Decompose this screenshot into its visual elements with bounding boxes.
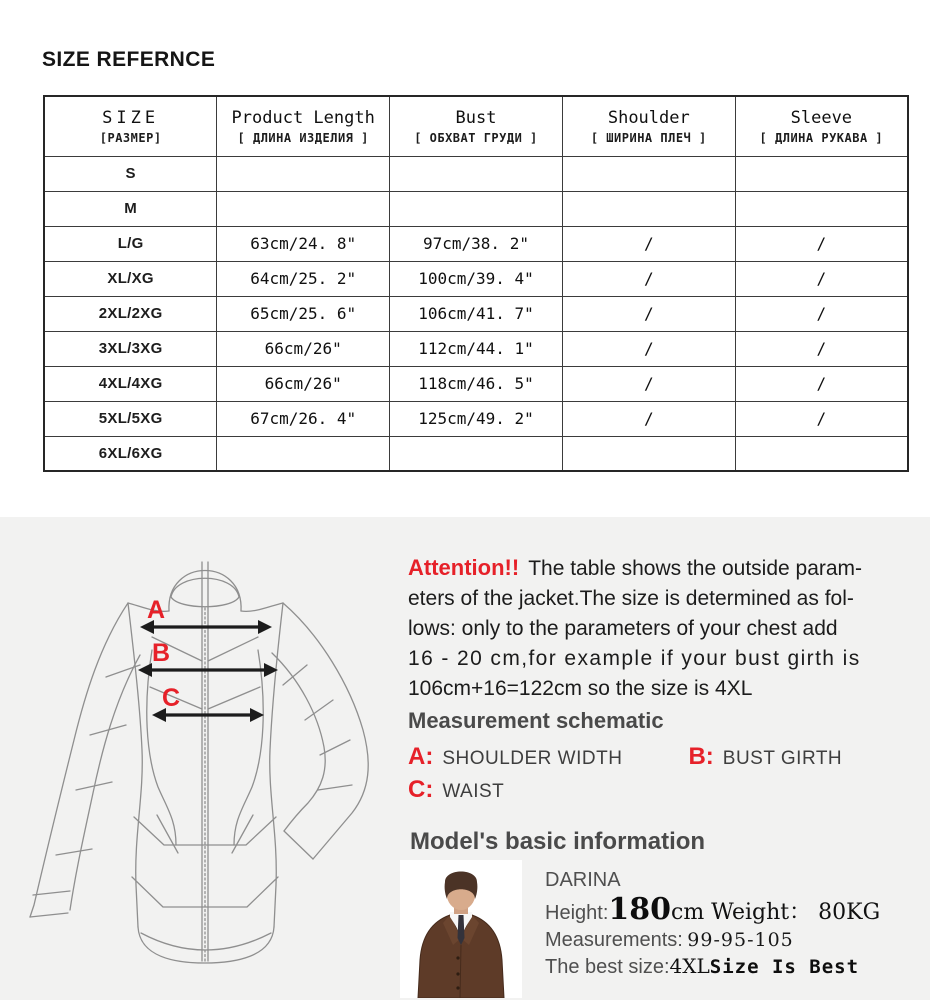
arrow-label-c: C: [162, 684, 181, 712]
model-info-block: [545, 868, 880, 979]
table-row: [44, 191, 908, 226]
shoulder-value: [562, 436, 735, 471]
weight-text: cm Weight： 80KG: [671, 900, 881, 925]
attention-line-4: 16 - 20 cm,for example if your bust girth is: [408, 647, 861, 670]
length-value: 66cm/26": [217, 366, 390, 401]
header-row: [44, 96, 908, 156]
sleeve-value: /: [735, 331, 908, 366]
attention-line-2: eters of the jacket.The size is determined as fol-: [408, 587, 854, 610]
header-bust-ru: [ ОБХВАТ ГРУДИ ]: [414, 130, 538, 145]
legend-label-c: WAIST: [442, 781, 505, 802]
legend-key-c: C:: [408, 776, 434, 803]
size-label: 6XL/6XG: [44, 436, 217, 471]
header-sleeve-en: Sleeve: [790, 107, 853, 128]
model-measurements: [545, 929, 880, 952]
size-table: [43, 95, 909, 472]
sleeve-value: [735, 436, 908, 471]
bust-value: [390, 156, 563, 191]
shoulder-value: /: [562, 261, 735, 296]
shoulder-value: /: [562, 226, 735, 261]
table-row: [44, 436, 908, 471]
attention-line-3: lows: only to the parameters of your chest add: [408, 617, 838, 640]
attention-line-1: [408, 553, 926, 584]
legend-item-a: [408, 743, 622, 771]
size-table-container: [43, 95, 909, 472]
arrow-label-a: A: [147, 596, 166, 624]
best-size-label: The best size:: [545, 956, 670, 978]
column-header-sleeve: [735, 96, 908, 156]
column-header-length: [217, 96, 390, 156]
legend-key-b: B:: [688, 743, 714, 770]
size-label: L/G: [44, 226, 217, 261]
page-title: SIZE REFERNCE: [42, 48, 216, 71]
sleeve-value: [735, 191, 908, 226]
table-row: [44, 156, 908, 191]
sleeve-value: /: [735, 226, 908, 261]
length-value: 67cm/26. 4": [217, 401, 390, 436]
sleeve-value: [735, 156, 908, 191]
bust-value: [390, 191, 563, 226]
model-photo: [400, 860, 522, 998]
table-row: [44, 401, 908, 436]
table-row: [44, 261, 908, 296]
model-portrait-illustration: [400, 860, 522, 998]
legend-key-a: A:: [408, 743, 434, 770]
length-value: 66cm/26": [217, 331, 390, 366]
header-length-ru: [ ДЛИНА ИЗДЕЛИЯ ]: [237, 130, 369, 145]
column-header-bust: [390, 96, 563, 156]
model-info-title: Model's basic information: [410, 828, 706, 855]
size-label: M: [44, 191, 217, 226]
bust-value: [390, 436, 563, 471]
jacket-schematic-drawing: [0, 515, 400, 1000]
column-header-shoulder: [562, 96, 735, 156]
length-value: 65cm/25. 6": [217, 296, 390, 331]
legend-item-b: [688, 743, 842, 771]
height-label: Height:: [545, 902, 609, 924]
schematic-title: Measurement schematic: [408, 708, 664, 733]
measurements-value: 99-95-105: [687, 929, 794, 951]
header-size-ru: [РАЗМЕР]: [99, 130, 162, 145]
sleeve-value: /: [735, 296, 908, 331]
header-shoulder-ru: [ ШИРИНА ПЛЕЧ ]: [590, 130, 707, 145]
bust-value: 125cm/49. 2": [390, 401, 563, 436]
attention-label: Attention!!: [408, 555, 520, 580]
attention-paragraph: [408, 553, 926, 704]
legend-label-b: BUST GIRTH: [722, 748, 843, 769]
shoulder-value: /: [562, 401, 735, 436]
header-shoulder-en: Shoulder: [607, 107, 690, 128]
size-label: 2XL/2XG: [44, 296, 217, 331]
table-row: [44, 226, 908, 261]
column-header-size: [44, 96, 217, 156]
sleeve-value: /: [735, 261, 908, 296]
header-bust-en: Bust: [455, 107, 497, 128]
legend-row-1: [408, 743, 842, 771]
length-value: [217, 156, 390, 191]
header-size-en: SIZE: [102, 107, 160, 128]
model-name: DARINA: [545, 869, 621, 891]
table-row: [44, 366, 908, 401]
legend-row-2: [408, 776, 504, 804]
model-height-weight: [545, 892, 880, 927]
arrow-label-b: B: [152, 639, 171, 667]
height-value: 180: [608, 892, 671, 927]
shoulder-value: /: [562, 366, 735, 401]
length-value: 64cm/25. 2": [217, 261, 390, 296]
bust-value: 106cm/41. 7": [390, 296, 563, 331]
measurements-label: Measurements:: [545, 929, 683, 951]
size-label: 3XL/3XG: [44, 331, 217, 366]
table-row: [44, 331, 908, 366]
size-label: 5XL/5XG: [44, 401, 217, 436]
bust-value: 118cm/46. 5": [390, 366, 563, 401]
size-label: XL/XG: [44, 261, 217, 296]
shoulder-value: [562, 191, 735, 226]
attention-text-1: The table shows the outside param-: [528, 557, 863, 580]
attention-line-5: 106cm+16=122cm so the size is 4XL: [408, 677, 753, 700]
shoulder-value: [562, 156, 735, 191]
length-value: [217, 436, 390, 471]
legend-label-a: SHOULDER WIDTH: [442, 748, 623, 769]
best-size-value: 4XL: [669, 954, 710, 978]
best-size-suffix: Size Is Best: [709, 956, 860, 978]
table-row: [44, 296, 908, 331]
size-label: 4XL/4XG: [44, 366, 217, 401]
bust-value: 100cm/39. 4": [390, 261, 563, 296]
legend-item-c: [408, 776, 504, 804]
length-value: [217, 191, 390, 226]
bust-value: 97cm/38. 2": [390, 226, 563, 261]
length-value: 63cm/24. 8": [217, 226, 390, 261]
model-best-size: [545, 954, 880, 979]
shoulder-value: /: [562, 296, 735, 331]
sleeve-value: /: [735, 401, 908, 436]
header-length-en: Product Length: [231, 107, 375, 128]
shoulder-value: /: [562, 331, 735, 366]
size-label: S: [44, 156, 217, 191]
header-sleeve-ru: [ ДЛИНА РУКАВА ]: [759, 130, 884, 145]
bust-value: 112cm/44. 1": [390, 331, 563, 366]
sleeve-value: /: [735, 366, 908, 401]
